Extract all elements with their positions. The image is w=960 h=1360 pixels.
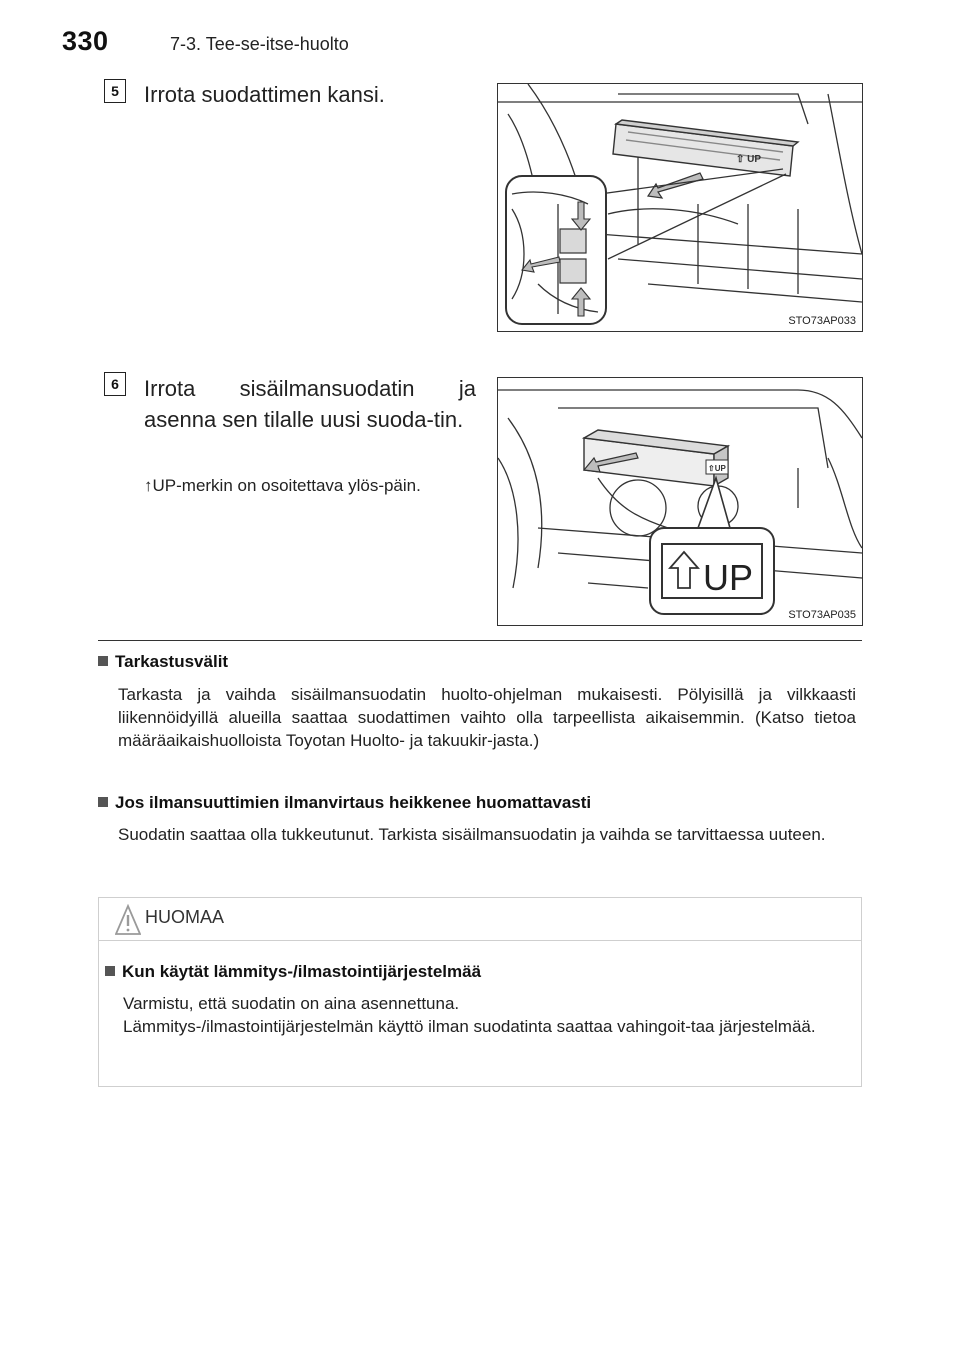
notice-heading	[105, 962, 481, 982]
large-up-text: UP	[703, 557, 754, 598]
filter-replace-drawing	[498, 378, 862, 625]
step-6-text: Irrota sisäilmansuodatin ja asenna sen tilalle uusi suoda-tin.	[144, 376, 476, 432]
filter-cover-illustration	[497, 83, 863, 332]
notice-heading-text: Kun käytät lämmitys-/ilmastointijärjestelmää	[122, 962, 482, 981]
notice-header	[99, 898, 861, 941]
figure-code-6: STO73AP035	[788, 609, 856, 621]
filter-cover-drawing	[498, 84, 862, 331]
notice-line-1: Varmistu, että suodatin on aina asennettuna.	[123, 994, 460, 1013]
step-5-text: Irrota suodattimen kansi.	[144, 82, 385, 107]
notice-line-2: Lämmitys-/ilmastointijärjestelmän käyttö ilman suodatinta saattaa vahingoit-taa järjestelmää.	[123, 1017, 816, 1036]
filter-replace-illustration	[497, 377, 863, 626]
pull-arrow-icon	[648, 173, 703, 198]
step-6-note-text: UP-merkin on osoitettava ylös-päin.	[152, 476, 421, 495]
section-divider	[98, 640, 862, 641]
heading-text: Tarkastusvälit	[115, 652, 229, 671]
step-6-note	[144, 474, 476, 497]
filter-up-mark: ⇧UP	[708, 464, 726, 473]
up-arrow-icon: ↑	[144, 476, 153, 495]
clip-detail-inset	[506, 176, 606, 324]
figure-code-5: STO73AP033	[788, 315, 856, 327]
heading-inspection-intervals	[98, 652, 228, 672]
heading-text: Jos ilmansuuttimien ilmanvirtaus heikkenee huomattavasti	[115, 793, 592, 812]
notice-label: HUOMAA	[145, 907, 225, 927]
square-bullet-icon	[98, 797, 108, 807]
page-number: 330	[62, 26, 109, 56]
up-mark-text: ⇧ UP	[736, 154, 762, 165]
step-badge-5: 5	[104, 79, 126, 103]
warning-triangle-icon	[115, 904, 141, 936]
heading-airflow-weak	[98, 793, 591, 813]
step-badge-6: 6	[104, 372, 126, 396]
notice-box	[98, 897, 862, 1087]
section-title: 7-3. Tee-se-itse-huolto	[170, 34, 349, 54]
airflow-weak-text: Suodatin saattaa olla tukkeutunut. Tarkista sisäilmansuodatin ja vaihda se tarvittaessa uuteen.	[118, 825, 826, 844]
square-bullet-icon	[105, 966, 115, 976]
square-bullet-icon	[98, 656, 108, 666]
inspection-intervals-text: Tarkasta ja vaihda sisäilmansuodatin huolto-ohjelman mukaisesti. Pölyisillä ja vilkkaasti liikennöidyillä alueilla saattaa suodattimen vaihto olla tarpeellista aikaisemmin. (Katso tietoa määräaikaishuolloista Toyotan Huolto- ja takuukir-jasta.)	[118, 685, 856, 750]
